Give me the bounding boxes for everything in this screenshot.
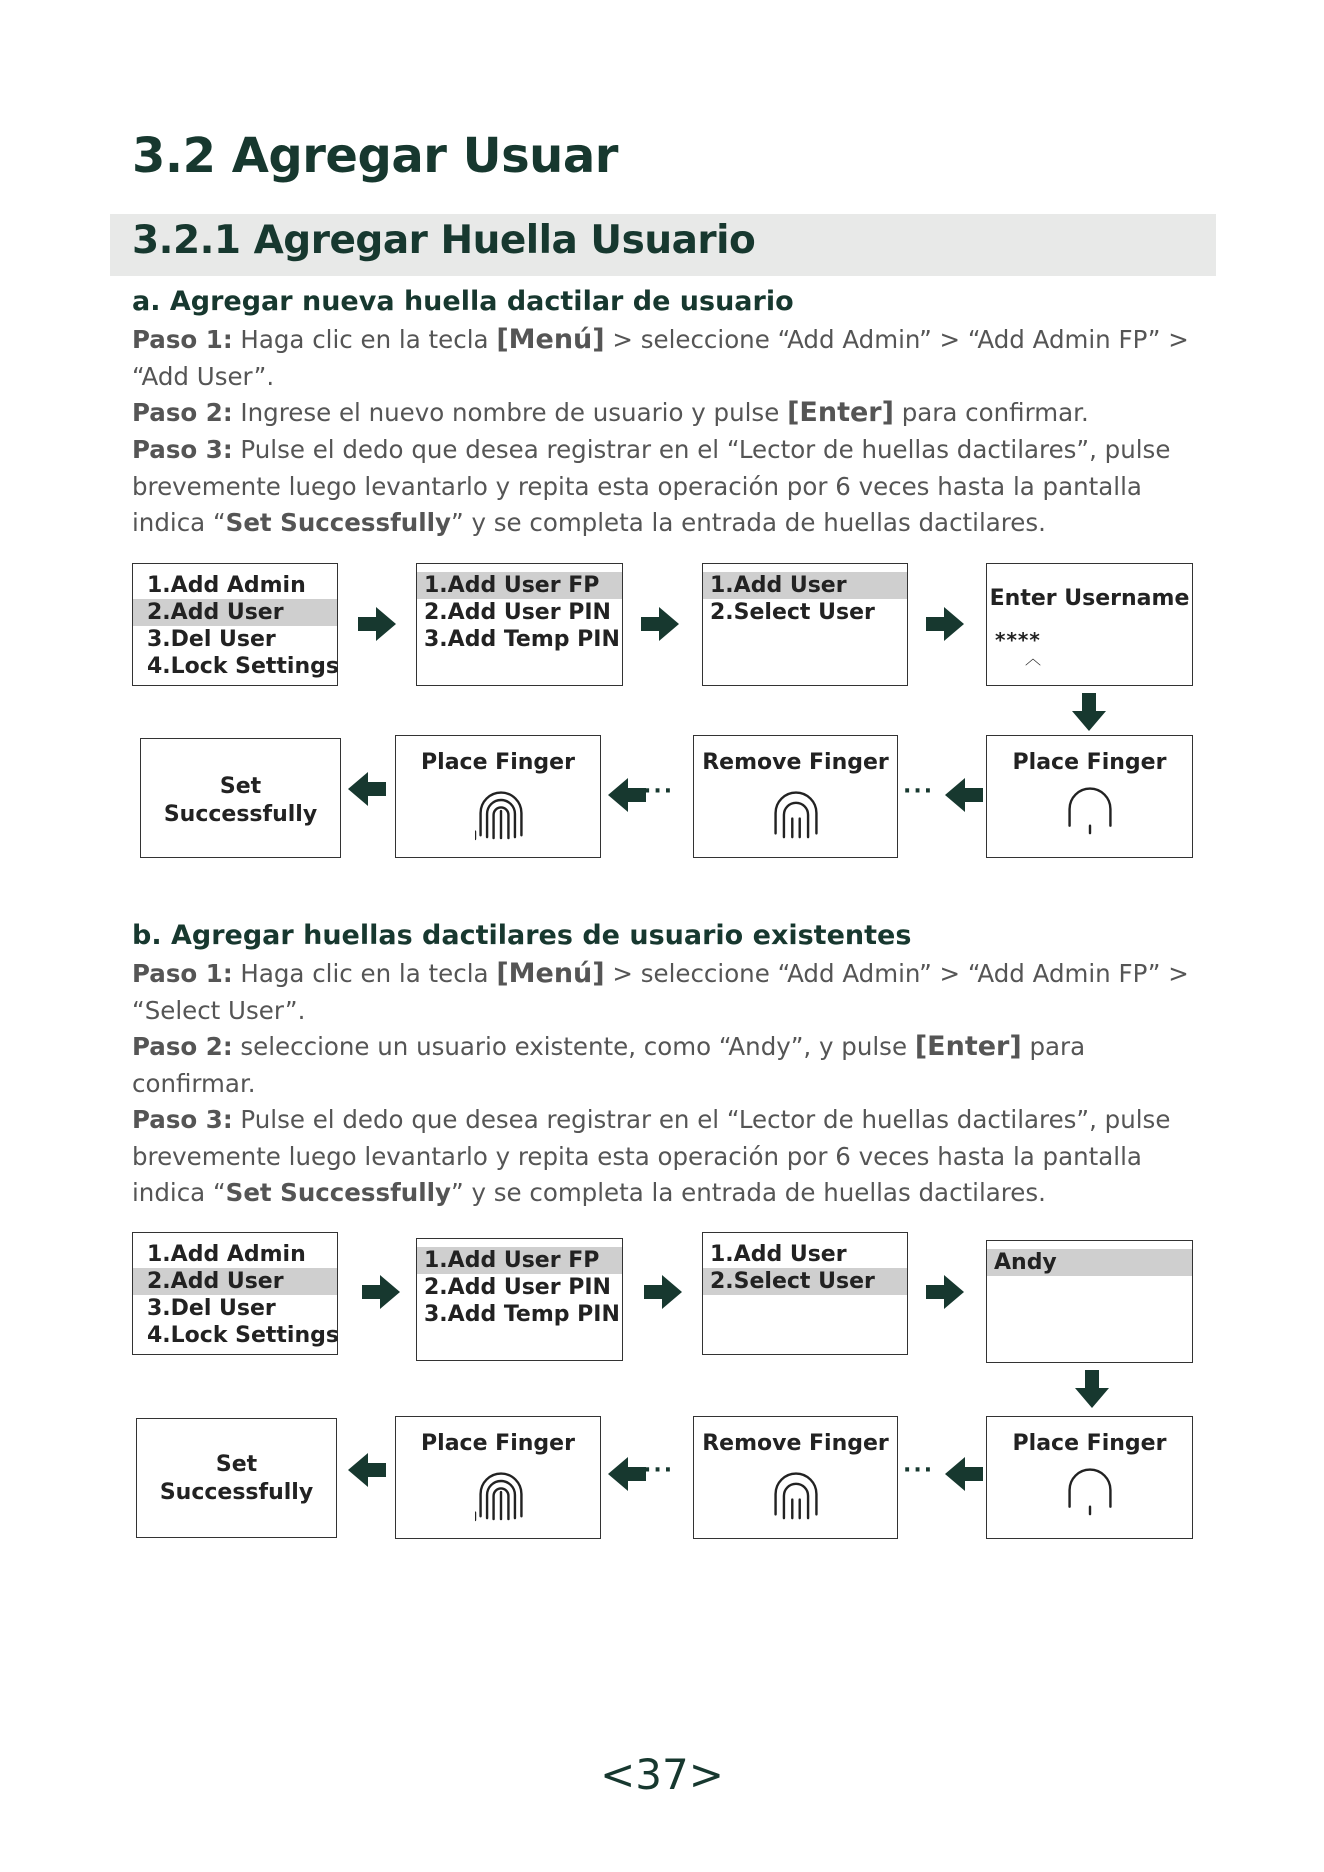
section-subtitle: 3.2.1 Agregar Huella Usuario <box>132 218 756 263</box>
set-line2: Successfully <box>159 1480 314 1505</box>
section-b-step3 <box>132 1102 1212 1212</box>
arrow-right-icon <box>358 604 398 644</box>
section-a-step1 <box>132 322 1212 395</box>
step-text: ” y se completa la entrada de huellas dactilares. <box>450 1178 1046 1207</box>
step-text: > seleccione “Add Admin” > “Add Admin FP” > “Add User”. <box>132 325 1189 391</box>
cursor-caret-icon: ︿ <box>1025 649 1042 668</box>
set-successfully-label: Set Successfully <box>225 1178 451 1207</box>
fingerprint-half-icon <box>770 1465 822 1523</box>
screen-set-successfully <box>136 1418 337 1538</box>
menu-item-selected: 2.Select User <box>703 1268 907 1295</box>
menu-item-selected: 2.Add User <box>133 599 337 626</box>
screen-place-finger-first <box>986 1416 1193 1539</box>
screen-remove-finger <box>693 735 898 858</box>
arrow-right-icon <box>641 604 681 644</box>
screen-set-successfully <box>140 738 341 858</box>
menu-item-selected: 1.Add User FP <box>417 572 622 599</box>
screen-place-finger-first <box>986 735 1193 858</box>
screen-user-menu <box>416 563 623 686</box>
arrow-right-icon <box>926 1272 966 1312</box>
arrow-left-icon <box>606 1454 646 1494</box>
screen-place-finger-final <box>395 735 601 858</box>
step-text: para confirmar. <box>893 398 1089 427</box>
arrow-left-icon <box>606 775 646 815</box>
menu-item: 1.Add User <box>710 1242 847 1267</box>
screen-main-menu <box>132 1232 338 1355</box>
dots-separator: ··· <box>903 779 935 804</box>
menu-item-selected: 2.Add User <box>133 1268 337 1295</box>
enter-key-label: [Enter] <box>914 1031 1022 1062</box>
step-text: ” y se completa la entrada de huellas dactilares. <box>450 508 1046 537</box>
screen-enter-username <box>986 563 1193 686</box>
fingerprint-full-icon <box>475 1465 527 1523</box>
page-number: <37> <box>600 1750 724 1799</box>
menu-item: 2.Select User <box>710 600 875 625</box>
section-b-heading: b. Agregar huellas dactilares de usuario existentes <box>132 920 912 951</box>
menu-item: 3.Del User <box>147 1296 276 1321</box>
arrow-left-icon <box>346 1450 386 1490</box>
menu-item-selected: 1.Add User <box>703 572 907 599</box>
screen-main-menu <box>132 563 338 686</box>
screen-add-menu <box>702 563 908 686</box>
remove-finger-label: Remove Finger <box>702 1431 889 1456</box>
arrow-right-icon <box>362 1272 402 1312</box>
dots-separator: ··· <box>643 779 675 804</box>
section-b-step1 <box>132 956 1212 1029</box>
step-label: Paso 2: <box>132 398 233 427</box>
step-label: Paso 1: <box>132 325 233 354</box>
set-line2: Successfully <box>163 802 318 827</box>
menu-key-label: [Menú] <box>496 958 605 989</box>
step-text: seleccione un usuario existente, como “Andy”, y pulse <box>232 1032 915 1061</box>
step-text: Ingrese el nuevo nombre de usuario y pulse <box>232 398 788 427</box>
section-a-heading: a. Agregar nueva huella dactilar de usuario <box>132 286 794 317</box>
step-text: para confirmar. <box>132 1032 1086 1098</box>
menu-item: 2.Add User PIN <box>424 1275 611 1300</box>
page-title: 3.2 Agregar Usuar <box>132 128 618 184</box>
enter-username-label: Enter Username <box>989 586 1190 611</box>
menu-item-selected: 1.Add User FP <box>417 1247 622 1274</box>
screen-select-andy <box>986 1240 1193 1363</box>
place-finger-label: Place Finger <box>421 1431 575 1456</box>
arrow-right-icon <box>926 604 966 644</box>
fingerprint-arc-icon <box>1064 780 1116 838</box>
screen-place-finger-final <box>395 1416 601 1539</box>
menu-item: 3.Add Temp PIN <box>424 1302 620 1327</box>
password-mask: **** <box>995 628 1041 652</box>
section-a-step3 <box>132 432 1212 542</box>
arrow-down-icon <box>1069 693 1109 733</box>
menu-item: 2.Add User PIN <box>424 600 611 625</box>
step-text: Pulse el dedo que desea registrar en el “Lector de huellas dactilares”, pulse brevemente luego levantarlo y repita esta operación por 6 veces hasta la pantalla indica “ <box>132 435 1171 537</box>
step-text: Haga clic en la tecla <box>232 325 497 354</box>
section-b-step2 <box>132 1029 1212 1102</box>
remove-finger-label: Remove Finger <box>702 750 889 775</box>
fingerprint-full-icon <box>475 784 527 842</box>
place-finger-label: Place Finger <box>1012 1431 1167 1456</box>
dots-separator: ··· <box>643 1458 675 1483</box>
screen-add-menu <box>702 1232 908 1355</box>
arrow-left-icon <box>346 769 386 809</box>
menu-item: 3.Del User <box>147 627 276 652</box>
dots-separator: ··· <box>903 1458 935 1483</box>
menu-item: 1.Add Admin <box>147 1242 306 1267</box>
place-finger-label: Place Finger <box>1012 750 1167 775</box>
step-text: Pulse el dedo que desea registrar en el “Lector de huellas dactilares”, pulse brevemente luego levantarlo y repita esta operación por 6 veces hasta la pantalla indica “ <box>132 1105 1171 1207</box>
arrow-down-icon <box>1072 1370 1112 1410</box>
step-label: Paso 3: <box>132 1105 233 1134</box>
fingerprint-half-icon <box>770 784 822 842</box>
step-label: Paso 3: <box>132 435 233 464</box>
step-label: Paso 2: <box>132 1032 233 1061</box>
step-text: > seleccione “Add Admin” > “Add Admin FP” > “Select User”. <box>132 959 1189 1025</box>
step-label: Paso 1: <box>132 959 233 988</box>
menu-item: 3.Add Temp PIN <box>424 627 620 652</box>
arrow-left-icon <box>943 775 983 815</box>
screen-remove-finger <box>693 1416 898 1539</box>
set-successfully-label: Set Successfully <box>225 508 451 537</box>
set-line1: Set <box>215 1452 258 1477</box>
menu-item: 4.Lock Settings <box>147 1323 339 1348</box>
arrow-right-icon <box>644 1272 684 1312</box>
place-finger-label: Place Finger <box>421 750 575 775</box>
arrow-left-icon <box>943 1454 983 1494</box>
menu-item: 1.Add Admin <box>147 573 306 598</box>
menu-key-label: [Menú] <box>496 324 605 355</box>
step-text: Haga clic en la tecla <box>232 959 497 988</box>
section-a-step2 <box>132 395 1212 432</box>
set-line1: Set <box>219 774 262 799</box>
user-andy-selected: Andy <box>987 1249 1192 1276</box>
menu-item: 4.Lock Settings <box>147 654 339 679</box>
fingerprint-arc-icon <box>1064 1461 1116 1519</box>
enter-key-label: [Enter] <box>787 397 894 428</box>
screen-user-menu <box>416 1238 623 1361</box>
